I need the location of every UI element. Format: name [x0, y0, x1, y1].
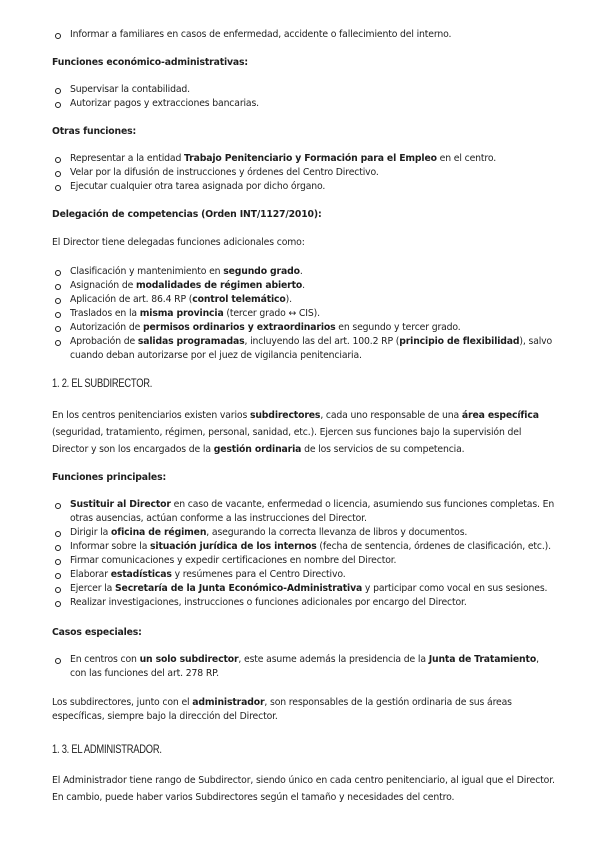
subdirector-closing: Los subdirectores, junto con el administrador, son responsables de la gestión ordinaria de sus áreas específicas, siempre bajo la dirección del Director.	[52, 697, 512, 722]
list-item: Aprobación de salidas programadas, incluyendo las del art. 100.2 RP (principio de flexibilidad), salvo cuando deban autorizarse por el juez de vigilancia penitenciaria.	[52, 335, 557, 363]
list-item: Ejercer la Secretaría de la Junta Económico-Administrativa y participar como vocal en sus sesiones.	[52, 582, 557, 596]
otras-list	[52, 152, 557, 194]
list-item: Autorizar pagos y extracciones bancarias.	[52, 97, 557, 111]
eco-list	[52, 83, 557, 111]
list-item: Ejecutar cualquier otra tarea asignada por dicho órgano.	[52, 180, 557, 194]
list-item: Velar por la difusión de instrucciones y órdenes del Centro Directivo.	[52, 166, 557, 180]
funciones-heading: Funciones principales:	[52, 472, 167, 483]
otras-heading: Otras funciones:	[52, 126, 137, 137]
subdirector-paragraph: En los centros penitenciarios existen varios subdirectores, cada uno responsable de una área específica (seguridad, tratamiento, régimen, personal, sanidad, etc.). Ejercen sus funciones bajo la supervisión del Director y son los encargados de la gestión ordinaria de los servicios de su competencia.	[52, 410, 539, 455]
list-item: Sustituir al Director en caso de vacante, enfermedad o licencia, asumiendo sus funciones completas. En otras ausencias, actúan conforme a las instrucciones del Director.	[52, 498, 557, 526]
eco-heading: Funciones económico-administrativas:	[52, 57, 249, 68]
list-item: Informar a familiares en casos de enfermedad, accidente o fallecimiento del interno.	[52, 28, 557, 42]
list-item: Realizar investigaciones, instrucciones o funciones adicionales por encargo del Director.	[52, 596, 557, 610]
list-item: Representar a la entidad Trabajo Penitenciario y Formación para el Empleo en el centro.	[52, 152, 557, 166]
list-item: Traslados en la misma provincia (tercer grado ↔ CIS).	[52, 307, 557, 321]
list-item: Dirigir la oficina de régimen, asegurando la correcta llevanza de libros y documentos.	[52, 526, 557, 540]
casos-heading: Casos especiales:	[52, 627, 142, 638]
delegacion-intro: El Director tiene delegadas funciones adicionales como:	[52, 237, 305, 248]
list-item: Supervisar la contabilidad.	[52, 83, 557, 97]
list-item: Asignación de modalidades de régimen abierto.	[52, 279, 557, 293]
list-item: Autorización de permisos ordinarios y extraordinarios en segundo y tercer grado.	[52, 321, 557, 335]
funciones-list	[52, 498, 557, 610]
delegacion-list	[52, 265, 557, 363]
administrador-paragraph: El Administrador tiene rango de Subdirector, siendo único en cada centro penitenciario, al igual que el Director. En cambio, puede haber varios Subdirectores según el tamaño y necesidades del centro.	[52, 775, 555, 803]
delegacion-heading: Delegación de competencias (Orden INT/1127/2010):	[52, 209, 322, 220]
list-item: Aplicación de art. 86.4 RP (control telemático).	[52, 293, 557, 307]
casos-list	[52, 653, 557, 681]
intro-list	[52, 28, 557, 42]
list-item: En centros con un solo subdirector, este asume además la presidencia de la Junta de Tratamiento, con las funciones del art. 278 RP.	[52, 653, 557, 681]
section-title-subdirector: 1. 2. EL SUBDIRECTOR.	[52, 376, 153, 390]
list-item: Elaborar estadísticas y resúmenes para el Centro Directivo.	[52, 568, 557, 582]
list-item: Firmar comunicaciones y expedir certificaciones en nombre del Director.	[52, 554, 557, 568]
section-title-administrador: 1. 3. EL ADMINISTRADOR.	[52, 742, 162, 756]
list-item: Informar sobre la situación jurídica de los internos (fecha de sentencia, órdenes de clasificación, etc.).	[52, 540, 557, 554]
list-item: Clasificación y mantenimiento en segundo grado.	[52, 265, 557, 279]
